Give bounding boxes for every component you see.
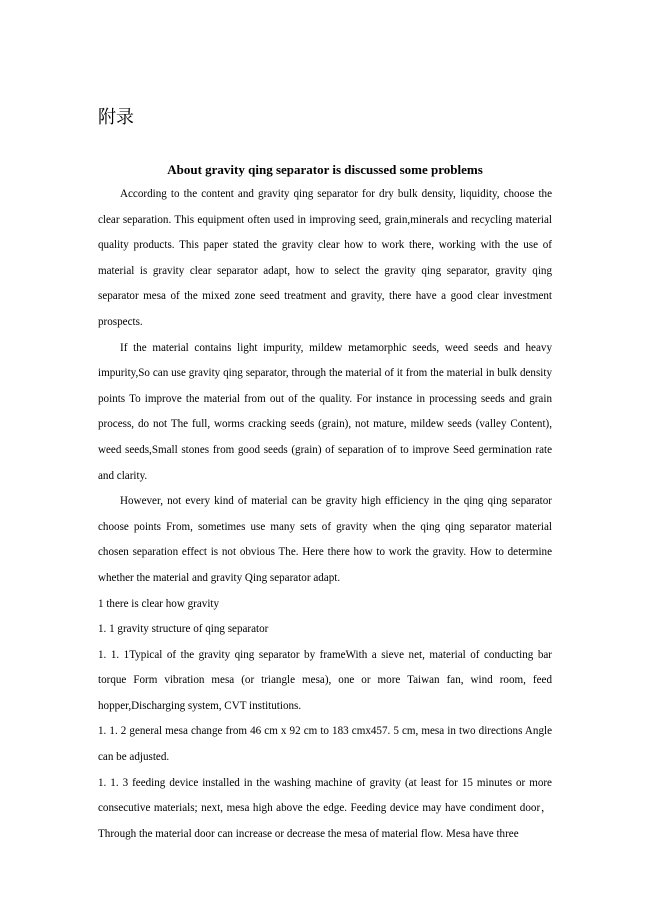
- section-heading-1-1: 1. 1 gravity structure of qing separator: [98, 623, 269, 636]
- article-body: [98, 182, 552, 847]
- paragraph-efficiency: However, not every kind of material can be gravity high efficiency in the qing qing separator choose points From, sometimes use many sets of gravity when the qing qing separator material chosen separation effect is not obvious The. Here there how to work the gravity. How to determine whether the material and gravity Qing separator adapt.: [98, 495, 552, 584]
- paragraph-1-1-3: 1. 1. 3 feeding device installed in the washing machine of gravity (at least for 15 minutes or more consecutive materials; next, mesa high above the edge. Feeding device may have condiment door，Through the material door can increase or decrease the mesa of material flow. Mesa have three: [98, 776, 552, 840]
- paragraph-intro: According to the content and gravity qing separator for dry bulk density, liquidity, choose the clear separation. This equipment often used in improving seed, grain,minerals and recycling material quality products. This paper stated the gravity clear how to work there, working with the use of material is gravity clear separator adapt, how to select the gravity qing separator, gravity qing separator mesa of the mixed zone seed treatment and gravity, there have a good clear investment prospects.: [98, 188, 552, 328]
- section-heading-1: 1 there is clear how gravity: [98, 597, 220, 610]
- article-title: About gravity qing separator is discussed some problems: [167, 162, 483, 177]
- paragraph-impurity: If the material contains light impurity, mildew metamorphic seeds, weed seeds and heavy impurity,So can use gravity qing separator, through the material of it from the material in bulk density points To improve the material from out of the quality. For instance in processing seeds and grain process, do not The full, worms cracking seeds (grain), not mature, mildew seeds (valley Content), weed seeds,Small stones from good seeds (grain) of separation of to improve Seed germination rate and clarity.: [98, 341, 552, 482]
- appendix-heading: 附录: [98, 107, 134, 128]
- paragraph-1-1-2: 1. 1. 2 general mesa change from 46 cm x 92 cm to 183 cmx457. 5 cm, mesa in two directions Angle can be adjusted.: [98, 725, 552, 764]
- paragraph-1-1-1: 1. 1. 1Typical of the gravity qing separator by frameWith a sieve net, material of conducting bar torque Form vibration mesa (or triangle mesa), one or more Taiwan fan, wind room, feed hopper,Discharging system, CVT institutions.: [98, 648, 552, 712]
